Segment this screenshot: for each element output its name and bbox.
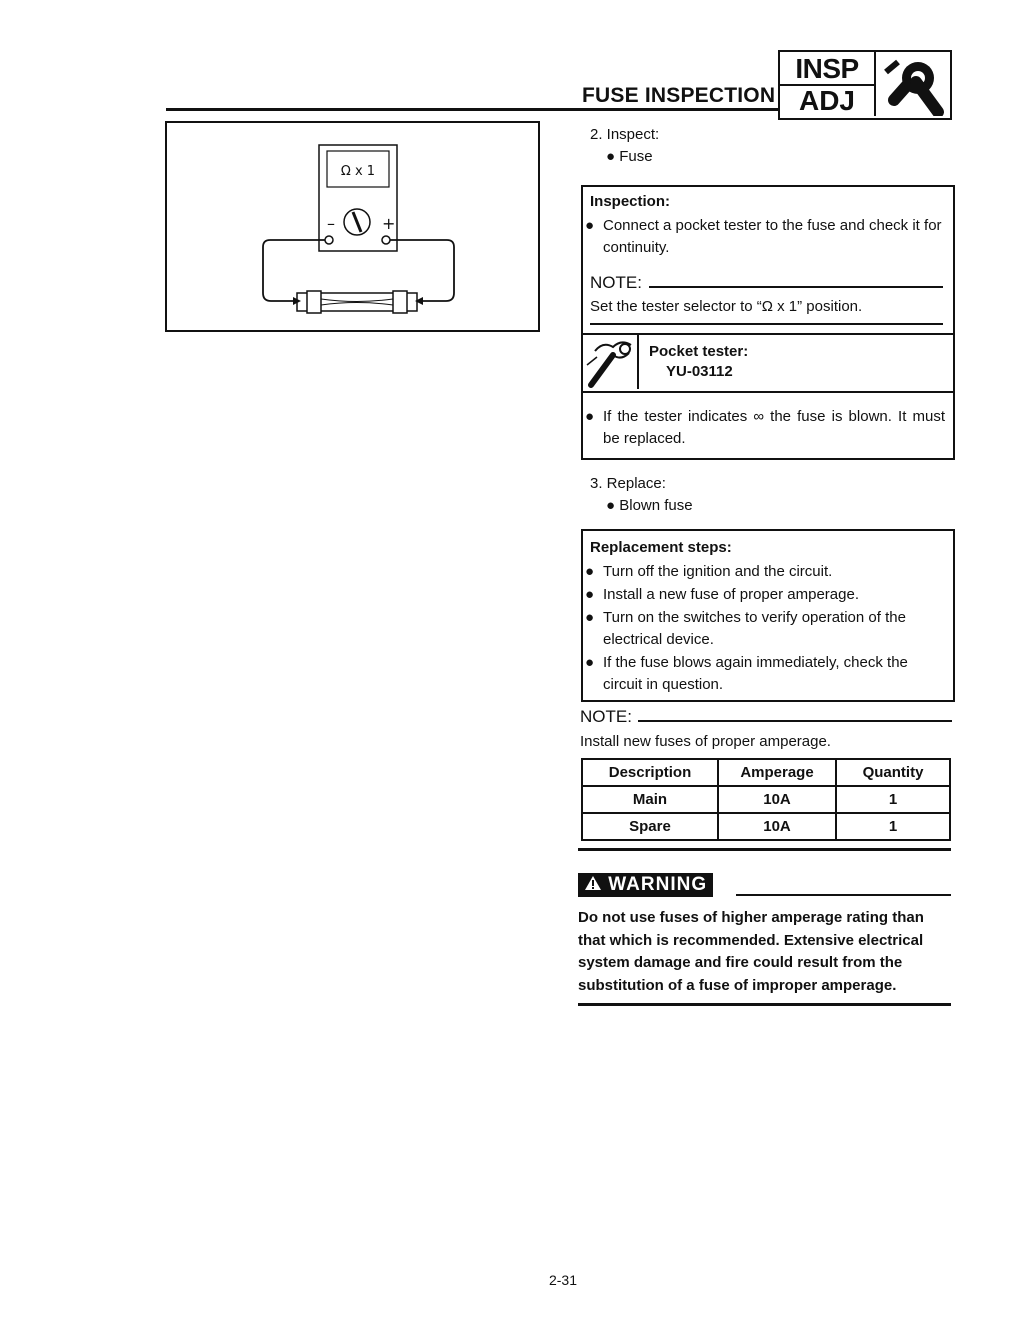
table-cell: 1 xyxy=(836,786,950,813)
table-cell: Main xyxy=(582,786,718,813)
badge-text-area xyxy=(780,52,876,116)
replacement-step-text: Turn on the switches to verify operation of the electrical device. xyxy=(603,609,906,648)
table-cell: 10A xyxy=(718,813,836,840)
badge-adj: ADJ xyxy=(780,84,874,116)
step3-heading: 3. Replace: xyxy=(590,475,666,492)
warning-text: Do not use fuses of higher amperage rating than that which is recommended. Extensive electrical system damage and fire could result from the substitution of a fuse of improper amperage. xyxy=(578,909,924,994)
table-cell: 10A xyxy=(718,786,836,813)
minus-label: – xyxy=(327,214,335,233)
inspection-bullet xyxy=(583,215,945,259)
bullet-dot: ● xyxy=(585,654,595,671)
warning-triangle-icon xyxy=(584,875,602,891)
note2-rule xyxy=(638,720,952,722)
result-bullet xyxy=(583,406,945,450)
table-row xyxy=(582,813,950,840)
inspection-label: Inspection: xyxy=(590,193,671,210)
note2-label: NOTE: xyxy=(580,707,632,726)
tool-box xyxy=(583,333,953,393)
meter-label: Ω x 1 xyxy=(340,164,376,179)
replacement-step xyxy=(583,584,949,606)
replacement-list xyxy=(583,561,949,696)
table-header-cell: Amperage xyxy=(718,759,836,786)
note-label: NOTE: xyxy=(590,273,642,292)
warning-label: WARNING xyxy=(608,874,708,895)
step2-item: ● Fuse xyxy=(606,148,653,165)
replacement-step-text: If the fuse blows again immediately, check the circuit in question. xyxy=(603,654,908,693)
tester-diagram-svg xyxy=(167,123,538,330)
warning-badge xyxy=(578,873,713,897)
replacement-box xyxy=(581,529,955,702)
plus-label: + xyxy=(382,214,396,233)
note2-text: Install new fuses of proper amperage. xyxy=(580,733,831,750)
tool-label: Pocket tester: xyxy=(649,343,749,360)
table-row xyxy=(582,786,950,813)
section-badge xyxy=(778,50,952,120)
fuse-table xyxy=(581,758,951,841)
note-text: Set the tester selector to “Ω x 1” position. xyxy=(590,298,863,315)
note-rule xyxy=(649,286,943,288)
inspection-box xyxy=(581,185,955,460)
replacement-step-text: Install a new fuse of proper amperage. xyxy=(603,586,859,603)
step2-heading: 2. Inspect: xyxy=(590,126,660,143)
note-end-rule xyxy=(590,323,943,325)
section-rule xyxy=(578,848,951,851)
bullet-dot: ● xyxy=(585,586,595,603)
step3-item: ● Blown fuse xyxy=(606,497,693,514)
table-cell: Spare xyxy=(582,813,718,840)
bullet-dot: ● xyxy=(585,609,595,626)
wrench-icon xyxy=(876,52,948,116)
inspection-bullet-text: Connect a pocket tester to the fuse and check it for continuity. xyxy=(603,217,942,256)
table-header-cell: Description xyxy=(582,759,718,786)
header-rule xyxy=(166,108,782,111)
warning-rule xyxy=(736,894,951,896)
result-bullet-text: If the tester indicates ∞ the fuse is blown. It must be replaced. xyxy=(603,408,945,447)
replacement-label: Replacement steps: xyxy=(590,539,732,556)
tool-number: YU-03112 xyxy=(666,363,733,380)
page-number: 2-31 xyxy=(548,1272,578,1288)
table-cell: 1 xyxy=(836,813,950,840)
replacement-step xyxy=(583,652,949,696)
replacement-step xyxy=(583,561,949,583)
replacement-step xyxy=(583,607,949,651)
badge-insp: INSP xyxy=(795,53,859,84)
tester-diagram xyxy=(165,121,540,332)
pocket-tester-icon xyxy=(583,335,639,389)
bullet-dot: ● xyxy=(585,408,595,425)
warning-end-rule xyxy=(578,1003,951,1006)
replacement-step-text: Turn off the ignition and the circuit. xyxy=(603,563,833,580)
table-header-cell: Quantity xyxy=(836,759,950,786)
page-title: FUSE INSPECTION xyxy=(582,84,776,107)
bullet-dot: ● xyxy=(585,563,595,580)
table-header-row xyxy=(582,759,950,786)
bullet-dot: ● xyxy=(585,217,595,234)
